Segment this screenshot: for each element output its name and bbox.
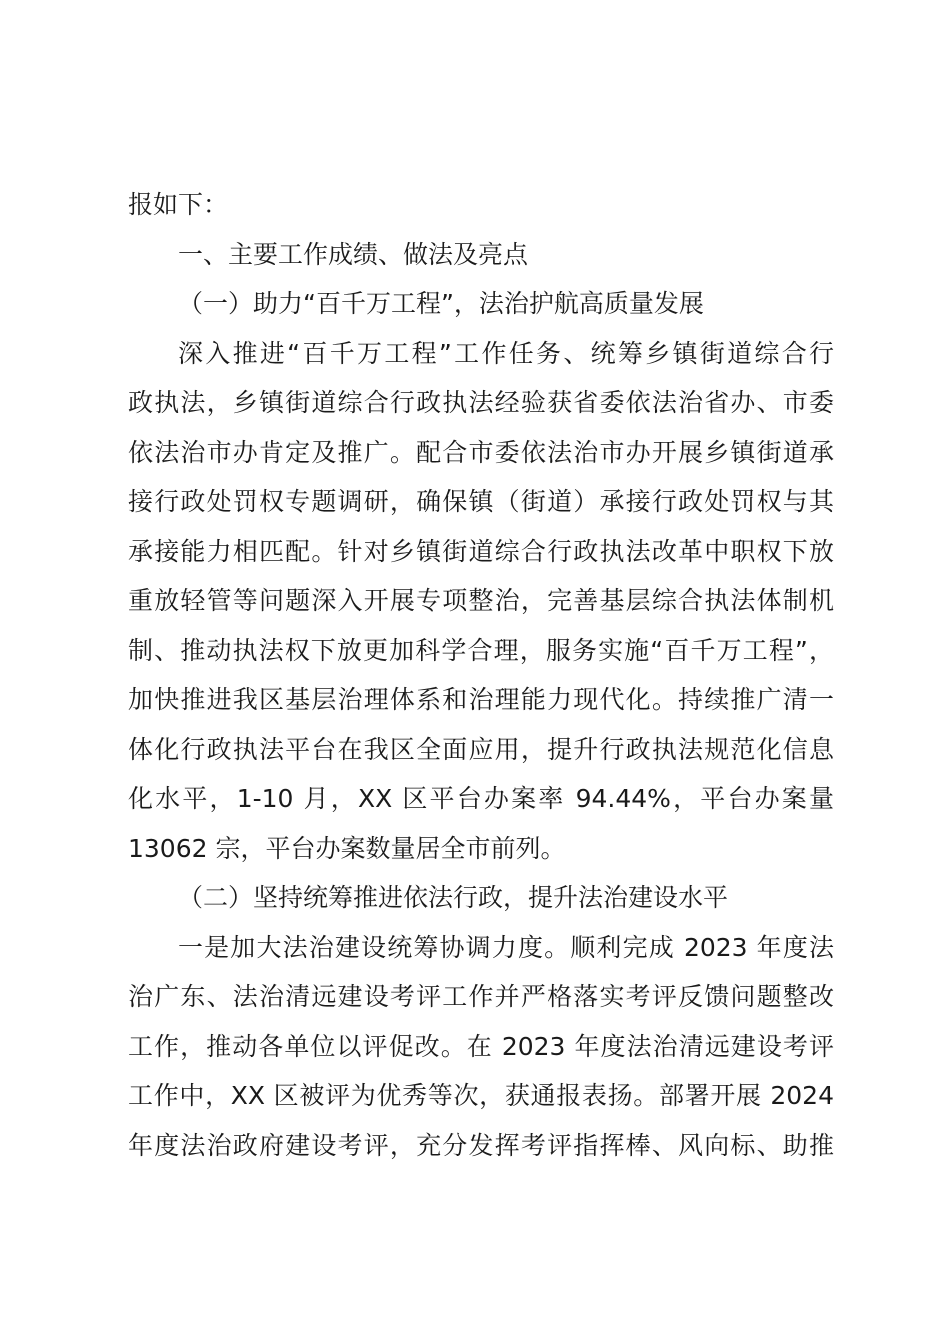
paragraph-line: 加快推进我区基层治理体系和治理能力现代化。持续推广清一 [128,685,834,714]
paragraph-line: 年度法治政府建设考评，充分发挥考评指挥棒、风向标、助推 [128,1130,834,1160]
paragraph-line: 治广东、法治清远建设考评工作并严格落实考评反馈问题整改 [128,982,834,1011]
subsection-heading: （二）坚持统筹推进依法行政，提升法治建设水平 [178,883,729,912]
document-body [128,180,834,1170]
text-line: 报如下： [128,190,229,219]
paragraph-line: 深入推进“百千万工程”工作任务、统筹乡镇街道综合行 [178,338,834,368]
paragraph-line: 接行政处罚权专题调研，确保镇（街道）承接行政处罚权与其 [128,487,834,516]
paragraph-line: 工作中，XX 区被评为优秀等次，获通报表扬。部署开展 2024 [128,1081,834,1110]
paragraph-line: 工作，推动各单位以评促改。在 2023 年度法治清远建设考评 [128,1031,834,1061]
section-heading: 一、主要工作成绩、做法及亮点 [178,239,529,269]
paragraph-line: 制、推动执法权下放更加科学合理，服务实施“百千万工程”， [128,635,834,665]
paragraph-line: 一是加大法治建设统筹协调力度。顺利完成 2023 年度法 [178,932,834,962]
subsection-heading: （一）助力“百千万工程”，法治护航高质量发展 [178,289,704,318]
paragraph-line: 依法治市办肯定及推广。配合市委依法治市办开展乡镇街道承 [128,437,834,467]
paragraph-line: 化水平，1-10 月，XX 区平台办案率 94.44%，平台办案量 [128,784,834,813]
paragraph-line: 政执法，乡镇街道综合行政执法经验获省委依法治省办、市委 [128,388,834,417]
paragraph-line: 13062 宗，平台办案数量居全市前列。 [128,833,566,863]
paragraph-line: 承接能力相匹配。针对乡镇街道综合行政执法改革中职权下放 [128,536,834,566]
paragraph-line: 体化行政执法平台在我区全面应用，提升行政执法规范化信息 [128,734,834,764]
paragraph-line: 重放轻管等问题深入开展专项整治，完善基层综合执法体制机 [128,586,834,615]
